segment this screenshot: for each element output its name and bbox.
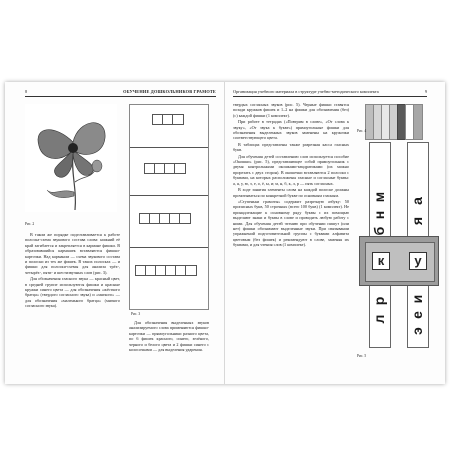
right-column-1 [233,102,349,380]
right-page-header [233,88,427,97]
strip-letter: б [371,226,387,236]
caption-fig3: Рис. 3 [131,312,141,316]
strip-letter: м [371,191,387,203]
left-column-2 [129,320,209,378]
strip-letter: л [371,314,387,324]
paragraph: Для обучения детей составлению слов используется пособие «Окошки» (рис. 5), представляющее собой прямоугольник с двумя контрольными окошками-квадратиками (их можно прорезать с двух сторон). В окошечки вставляются 2 полоски с буквами, на которых расположены гласные и согласные буквы: а, я, у, ю, э, е, о, ё, ы, и; м, н, б, к, л, р — пять согласных. [233,153,349,186]
left-column-1 [25,232,120,378]
chip [413,104,423,140]
strip-letter: э [409,327,425,335]
divider [130,195,208,196]
strip-letter: р [371,296,387,306]
page-number-left: 8 [25,89,28,94]
window-frame [359,236,439,286]
caption-fig5: Рис. 5 [357,354,367,358]
window-letter-consonant: к [372,252,390,270]
paragraph: Для обозначения выделенных звуков анализируемого слова применяются фишки-карточки — прямоугольники разного цвета, по 6 фишек красного, синего, зелёного, черного и белого цвета и 2 фишки синего с колосочками — для выделения ударения. [129,320,209,353]
paragraph: В ходе занятия элементы слова на каждой полоске должны прочитываться по конкретной букве по основным гласным. [233,187,349,198]
paragraph: В таком же порядке подготавливается к работе полоска-схема звукового состава слова: нижний её край загибается и закрепляется в кармане фишки. В образовавшийся кармашек вставляются фишки-карточки. Над карманом — схема звукового состава и полоски из тех же фишек. В таких полосках — и фишки для полоски-схемы для анализа трёх-, четырёх-, пяти- и шестизвучных слов (рис. 3). [25,232,120,275]
figure-4-color-chips [365,104,421,144]
paragraph: В таблицах представлены также разрезная касса гласных букв. [233,141,349,153]
caption-fig2: Рис. 2 [25,222,35,226]
figure-3-sound-schemes [129,104,209,310]
scheme-cell [179,213,191,224]
scheme-cell [174,163,186,174]
figure-5-reading-window [359,142,439,346]
running-title-left: ОБУЧЕНИЕ ДОШКОЛЬНИКОВ ГРАМОТЕ [123,89,216,94]
paragraph: Для обозначения гласного звука — красный цвет, в средней группе используются фишки и красные кружки синего цвета — для обозначения «жёсткого братца» (твердого согласного звука) и «мягкого» — для обозначения «маленького братца» (мягкого согласного звука). [25,276,120,309]
page-number-right: 9 [424,89,427,94]
strip-letter: н [371,210,387,220]
paragraph: При работе в тетрадях («Повтрим в слове», «От слова к звуку», «От звука к букве») прямоугольные фишки для обозначения выделенных звуков заменены на кружочки соответствующего цвета. [233,119,349,141]
scheme-cell [172,114,184,125]
paragraph: твердых согласных звуков (рис. 5). Черные фишки ставятся позади кружков фишек и 1–2 на фишки для обозначения (без) (с) каждой фишки (1 комплект). [233,102,349,118]
poppy-illustration [25,104,117,212]
paragraph: «Ступеньки грамоты» содержит разрезную азбуку: 50 прописных букв, 50 строчных (всего 100 букв) (1 комплект). Не принадлежащие к основному ряду буквы с их помощью выделяют знаки и буквы в слове и проводить любую работу с ними. Для обучения детей чтению при обучении пишут (или нет) фишки обозначают выделенные звуки. При связывании упражнений подготовительной группы с буквами алфавита цветовым (без фишек) и рекомендуют в слове, заменяя их буквами, и для чтения слов (1 комплект). [233,198,349,248]
left-page [5,82,225,384]
strip-letter: а [409,197,425,205]
book-spread [5,82,445,384]
scheme-cell [185,265,197,276]
right-page [225,82,445,384]
running-title-right: Организация учебного материала в структуре учебно-методического комплекта [233,89,379,94]
divider [130,147,208,148]
strip-letter: е [409,311,425,319]
caption-fig4: Рис. 4 [357,129,367,133]
divider [130,247,208,248]
strip-letter: я [409,216,425,226]
left-page-header [25,88,216,97]
strip-letter: и [409,294,425,304]
window-letter-vowel: у [409,252,427,270]
figure-2-poppy [25,104,117,212]
